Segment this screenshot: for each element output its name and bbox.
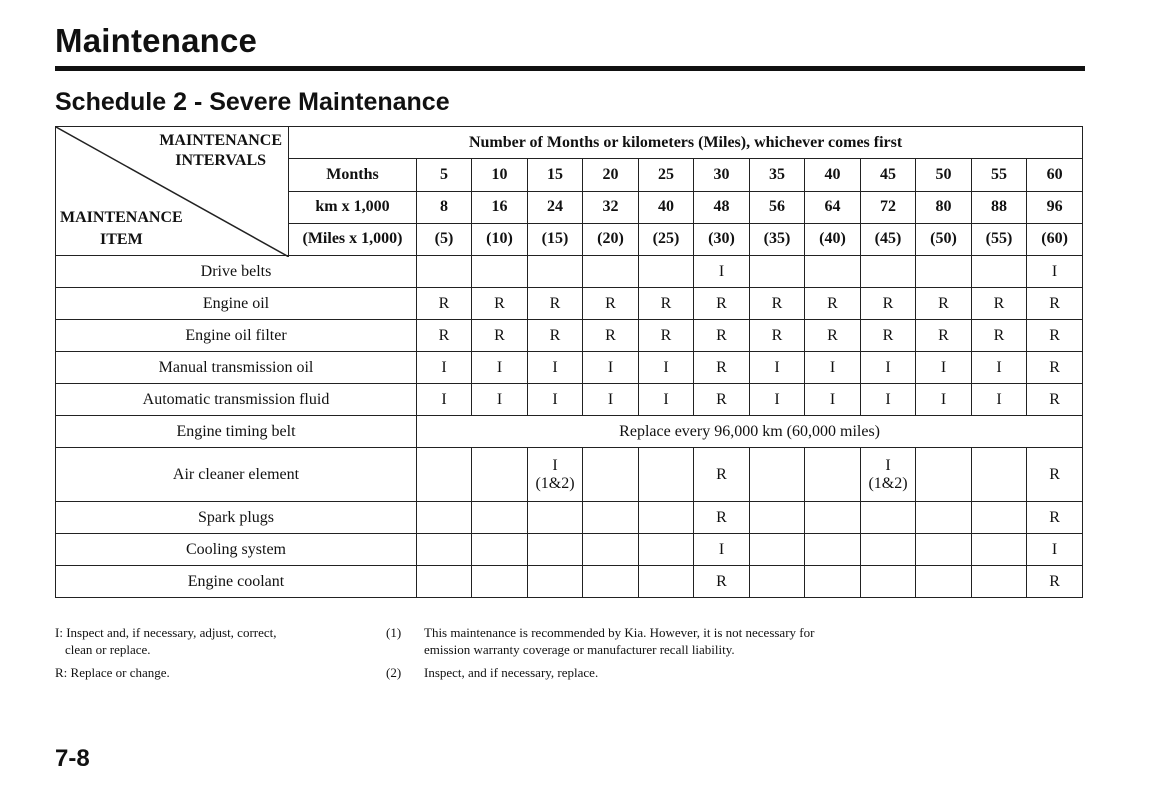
schedule-cell: R [694, 566, 750, 598]
page-number: 7-8 [55, 745, 90, 772]
interval-value: (20) [583, 223, 639, 255]
interval-value: (25) [639, 223, 694, 255]
schedule-cell: R [861, 288, 916, 320]
interval-value: 16 [472, 191, 528, 223]
schedule-cell [972, 502, 1027, 534]
schedule-cell: R [694, 384, 750, 416]
schedule-cell: R [972, 320, 1027, 352]
schedule-cell: R [417, 288, 472, 320]
title-rule [55, 66, 1085, 71]
interval-value: 24 [528, 191, 583, 223]
footnote-1-number: (1) [386, 625, 402, 640]
schedule-cell [750, 502, 805, 534]
schedule-cell: I [972, 384, 1027, 416]
table-row [56, 534, 1083, 566]
schedule-cell [861, 502, 916, 534]
item-name: Automatic transmission fluid [56, 384, 417, 416]
interval-value: 35 [750, 159, 805, 191]
schedule-cell: I [750, 352, 805, 384]
table-row [56, 352, 1083, 384]
schedule-cell [805, 448, 861, 502]
table-row [56, 566, 1083, 598]
schedule-cell [472, 256, 528, 288]
schedule-cell [639, 448, 694, 502]
interval-value: 64 [805, 191, 861, 223]
schedule-cell [417, 534, 472, 566]
schedule-cell: R [1027, 502, 1083, 534]
interval-value: 40 [805, 159, 861, 191]
schedule-cell: R [639, 320, 694, 352]
interval-value: (10) [472, 223, 528, 255]
schedule-cell: I [583, 384, 639, 416]
schedule-cell: R [694, 502, 750, 534]
schedule-cell [750, 566, 805, 598]
schedule-cell [583, 534, 639, 566]
interval-value: 25 [639, 159, 694, 191]
schedule-cell [805, 534, 861, 566]
schedule-cell [472, 534, 528, 566]
schedule-cell [805, 502, 861, 534]
page-title: Maintenance [55, 22, 258, 59]
cell-footnote-ref: (1&2) [868, 474, 908, 492]
schedule-cell [583, 566, 639, 598]
schedule-cell: I [639, 384, 694, 416]
schedule-cell [472, 566, 528, 598]
schedule-cell [916, 566, 972, 598]
interval-row-label: Months [289, 159, 417, 191]
schedule-cell [750, 448, 805, 502]
schedule-cell: R [694, 288, 750, 320]
schedule-cell: R [694, 448, 750, 502]
schedule-cell: I [972, 352, 1027, 384]
schedule-cell: R [417, 320, 472, 352]
interval-value: (45) [861, 223, 916, 255]
interval-row-label: km x 1,000 [289, 191, 417, 223]
legend-replace: R: Replace or change. [55, 665, 170, 680]
schedule-cell: R [583, 288, 639, 320]
schedule-cell [805, 566, 861, 598]
schedule-cell: R [1027, 288, 1083, 320]
interval-value: (35) [750, 223, 805, 255]
schedule-cell: I [639, 352, 694, 384]
schedule-cell: R [528, 288, 583, 320]
schedule-cell [639, 534, 694, 566]
schedule-cell [916, 534, 972, 566]
cell-action: I [552, 456, 558, 474]
schedule-cell: R [1027, 566, 1083, 598]
schedule-cell: I [1027, 534, 1083, 566]
schedule-cell: I [916, 352, 972, 384]
intervals-heading: MAINTENANCE INTERVALS [159, 132, 282, 169]
schedule-cell [750, 534, 805, 566]
interval-value: 60 [1027, 159, 1083, 191]
interval-value: 45 [861, 159, 916, 191]
schedule-cell: I [472, 352, 528, 384]
item-name: Engine timing belt [56, 416, 417, 448]
item-rows [56, 256, 1083, 598]
schedule-cell: R [694, 320, 750, 352]
schedule-cell: I [417, 352, 472, 384]
table-corner-header [56, 127, 289, 256]
schedule-cell: I [472, 384, 528, 416]
legend [55, 624, 355, 687]
schedule-cell [639, 502, 694, 534]
schedule-cell: R [1027, 384, 1083, 416]
item-heading: MAINTENANCE ITEM [60, 209, 183, 248]
item-name: Spark plugs [56, 502, 417, 534]
schedule-cell [417, 502, 472, 534]
schedule-cell: R [916, 320, 972, 352]
schedule-cell [528, 502, 583, 534]
interval-value: 5 [417, 159, 472, 191]
interval-value: (30) [694, 223, 750, 255]
interval-value: 72 [861, 191, 916, 223]
interval-value: 96 [1027, 191, 1083, 223]
maintenance-schedule-table [55, 126, 1083, 598]
schedule-cell [639, 566, 694, 598]
schedule-cell: I [861, 352, 916, 384]
schedule-cell: I [916, 384, 972, 416]
interval-value: 30 [694, 159, 750, 191]
span-heading: Number of Months or kilometers (Miles), whichever comes first [289, 127, 1083, 159]
schedule-cell [972, 534, 1027, 566]
schedule-cell [861, 256, 916, 288]
schedule-cell: I [583, 352, 639, 384]
table-row [56, 448, 1083, 502]
footnote-2-text: Inspect, and if necessary, replace. [424, 665, 599, 680]
legend-inspect: I: Inspect and, if necessary, adjust, correct, [55, 625, 277, 640]
interval-value: 55 [972, 159, 1027, 191]
schedule-cell: R [694, 352, 750, 384]
table-row [56, 320, 1083, 352]
schedule-cell [583, 448, 639, 502]
item-name: Drive belts [56, 256, 417, 288]
schedule-cell [417, 256, 472, 288]
schedule-cell: I [750, 384, 805, 416]
schedule-cell [861, 566, 916, 598]
schedule-cell: R [805, 288, 861, 320]
schedule-cell [805, 256, 861, 288]
schedule-cell [528, 566, 583, 598]
schedule-cell [916, 502, 972, 534]
schedule-cell [750, 256, 805, 288]
interval-value: 50 [916, 159, 972, 191]
interval-value: 88 [972, 191, 1027, 223]
schedule-cell: R [639, 288, 694, 320]
section-title: Schedule 2 - Severe Maintenance [55, 88, 450, 116]
cell-footnote-ref: (1&2) [535, 474, 575, 492]
schedule-cell: R [750, 320, 805, 352]
cell-action: I [885, 456, 891, 474]
schedule-cell: R [1027, 320, 1083, 352]
schedule-cell: I [694, 534, 750, 566]
item-name: Engine coolant [56, 566, 417, 598]
footnotes [386, 624, 946, 687]
table-row [56, 416, 1083, 448]
table-row [56, 256, 1083, 288]
schedule-cell [916, 448, 972, 502]
item-name: Manual transmission oil [56, 352, 417, 384]
schedule-cell [472, 448, 528, 502]
schedule-cell: I [805, 384, 861, 416]
interval-value: 80 [916, 191, 972, 223]
footnote-1-text: This maintenance is recommended by Kia. However, it is not necessary for emission warranty coverage or manufacturer recall liability. [424, 625, 815, 657]
interval-value: (60) [1027, 223, 1083, 255]
schedule-cell [417, 448, 472, 502]
interval-value: (40) [805, 223, 861, 255]
schedule-cell [583, 502, 639, 534]
item-name: Cooling system [56, 534, 417, 566]
schedule-cell [583, 256, 639, 288]
schedule-cell: R [583, 320, 639, 352]
schedule-cell [472, 502, 528, 534]
table-row [56, 288, 1083, 320]
schedule-cell: R [472, 288, 528, 320]
item-name: Air cleaner element [56, 448, 417, 502]
schedule-cell: R [805, 320, 861, 352]
schedule-cell: R [1027, 448, 1083, 502]
interval-value: (5) [417, 223, 472, 255]
replace-interval-note: Replace every 96,000 km (60,000 miles) [417, 416, 1083, 448]
schedule-cell: R [750, 288, 805, 320]
interval-value: 15 [528, 159, 583, 191]
interval-value: (50) [916, 223, 972, 255]
schedule-cell [528, 256, 583, 288]
schedule-cell: I [528, 384, 583, 416]
interval-value: 48 [694, 191, 750, 223]
legend-inspect-cont: clean or replace. [65, 642, 151, 657]
table-row [56, 384, 1083, 416]
interval-value: 10 [472, 159, 528, 191]
schedule-cell [861, 534, 916, 566]
schedule-cell [972, 566, 1027, 598]
interval-value: 8 [417, 191, 472, 223]
interval-value: (15) [528, 223, 583, 255]
interval-value: (55) [972, 223, 1027, 255]
schedule-cell: I [694, 256, 750, 288]
interval-value: 40 [639, 191, 694, 223]
schedule-cell [972, 448, 1027, 502]
schedule-cell: R [972, 288, 1027, 320]
schedule-cell [528, 448, 583, 502]
schedule-cell: R [1027, 352, 1083, 384]
table-row [56, 502, 1083, 534]
interval-value: 56 [750, 191, 805, 223]
schedule-cell [528, 534, 583, 566]
schedule-cell: R [861, 320, 916, 352]
schedule-cell [639, 256, 694, 288]
item-name: Engine oil filter [56, 320, 417, 352]
footnote-2-number: (2) [386, 665, 402, 680]
schedule-cell: I [805, 352, 861, 384]
schedule-cell: R [472, 320, 528, 352]
schedule-cell [916, 256, 972, 288]
schedule-cell: R [916, 288, 972, 320]
schedule-cell [861, 448, 916, 502]
schedule-cell: I [1027, 256, 1083, 288]
item-name: Engine oil [56, 288, 417, 320]
interval-value: 20 [583, 159, 639, 191]
schedule-cell: I [417, 384, 472, 416]
schedule-cell: I [528, 352, 583, 384]
schedule-cell [972, 256, 1027, 288]
interval-value: 32 [583, 191, 639, 223]
interval-row-label: (Miles x 1,000) [289, 223, 417, 255]
schedule-cell [417, 566, 472, 598]
schedule-cell: R [528, 320, 583, 352]
schedule-cell: I [861, 384, 916, 416]
